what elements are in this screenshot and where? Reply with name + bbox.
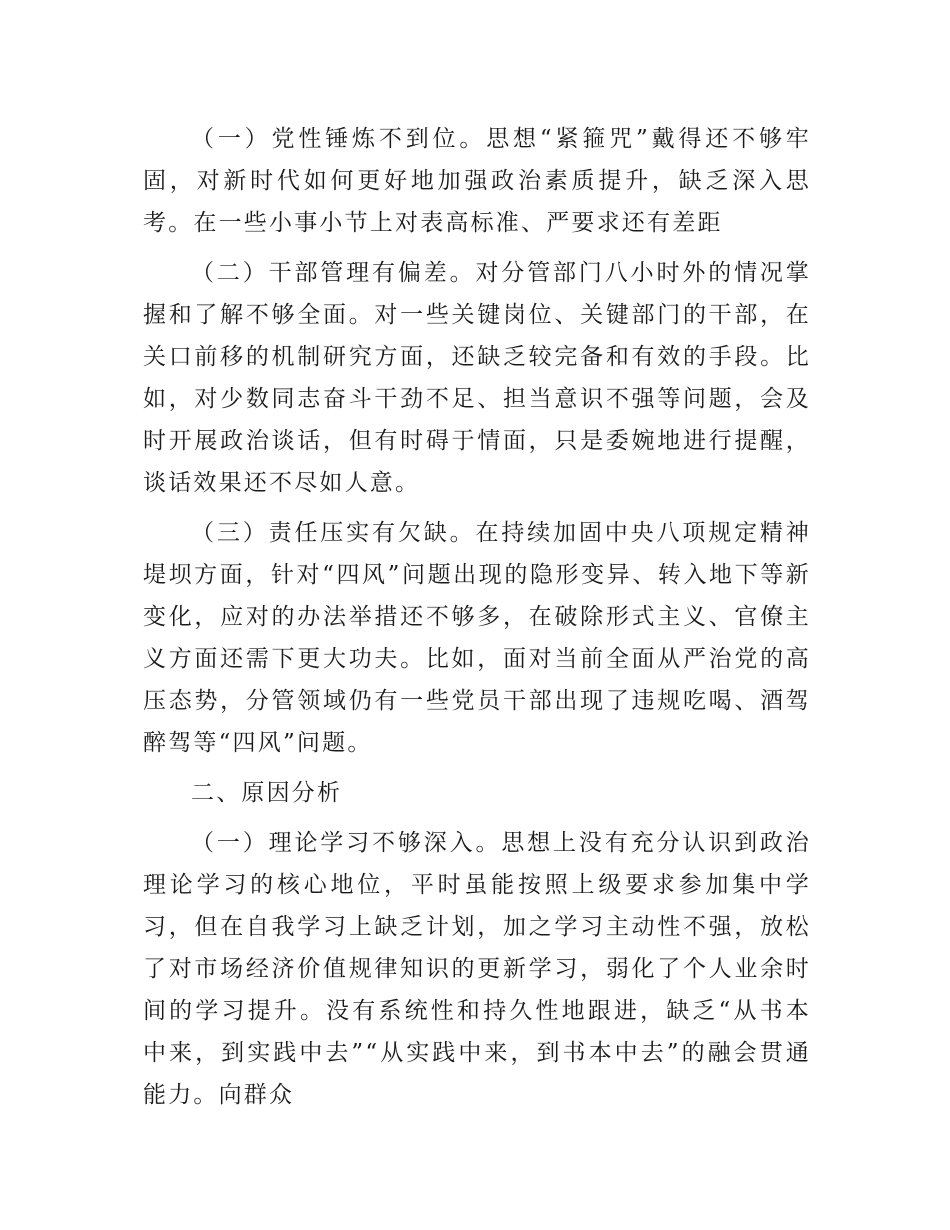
paragraph-2: （二）干部管理有偏差。对分管部门八小时外的情况掌握和了解不够全面。对一些关键岗位、关键部门的干部，在关口前移的机制研究方面，还缺乏较完备和有效的手段。比如，对少数同志奋斗干劲不足、担当意识不强等问题，会及时开展政治谈话，但有时碍于情面，只是委婉地进行提醒，谈话效果还不尽如人意。 [143,260,811,496]
paragraph-3: （三）责任压实有欠缺。在持续加固中央八项规定精神堤坝方面，针对“四风”问题出现的隐形变异、转入地下等新变化，应对的办法举措还不够多，在破除形式主义、官僚主义方面还需下更大功夫。比如，面对当前全面从严治党的高压态势，分管领域仍有一些党员干部出现了违规吃喝、酒驾醉驾等“四风”问题。 [143,520,811,756]
paragraph-4: （一）理论学习不够深入。思想上没有充分认识到政治理论学习的核心地位，平时虽能按照上级要求参加集中学习，但在自我学习上缺乏计划，加之学习主动性不强，放松了对市场经济价值规律知识的更新学习，弱化了个人业余时间的学习提升。没有系统性和持久性地跟进，缺乏“从书本中来，到实践中去”“从实践中来，到书本中去”的融会贯通能力。向群众 [143,830,811,1108]
paragraph-1: （一）党性锤炼不到位。思想“紧箍咒”戴得还不够牢固，对新时代如何更好地加强政治素质提升，缺乏深入思考。在一些小事小节上对表高标准、严要求还有差距 [143,126,811,236]
document-body [143,118,811,1124]
section-heading: 二、原因分析 [191,780,343,806]
